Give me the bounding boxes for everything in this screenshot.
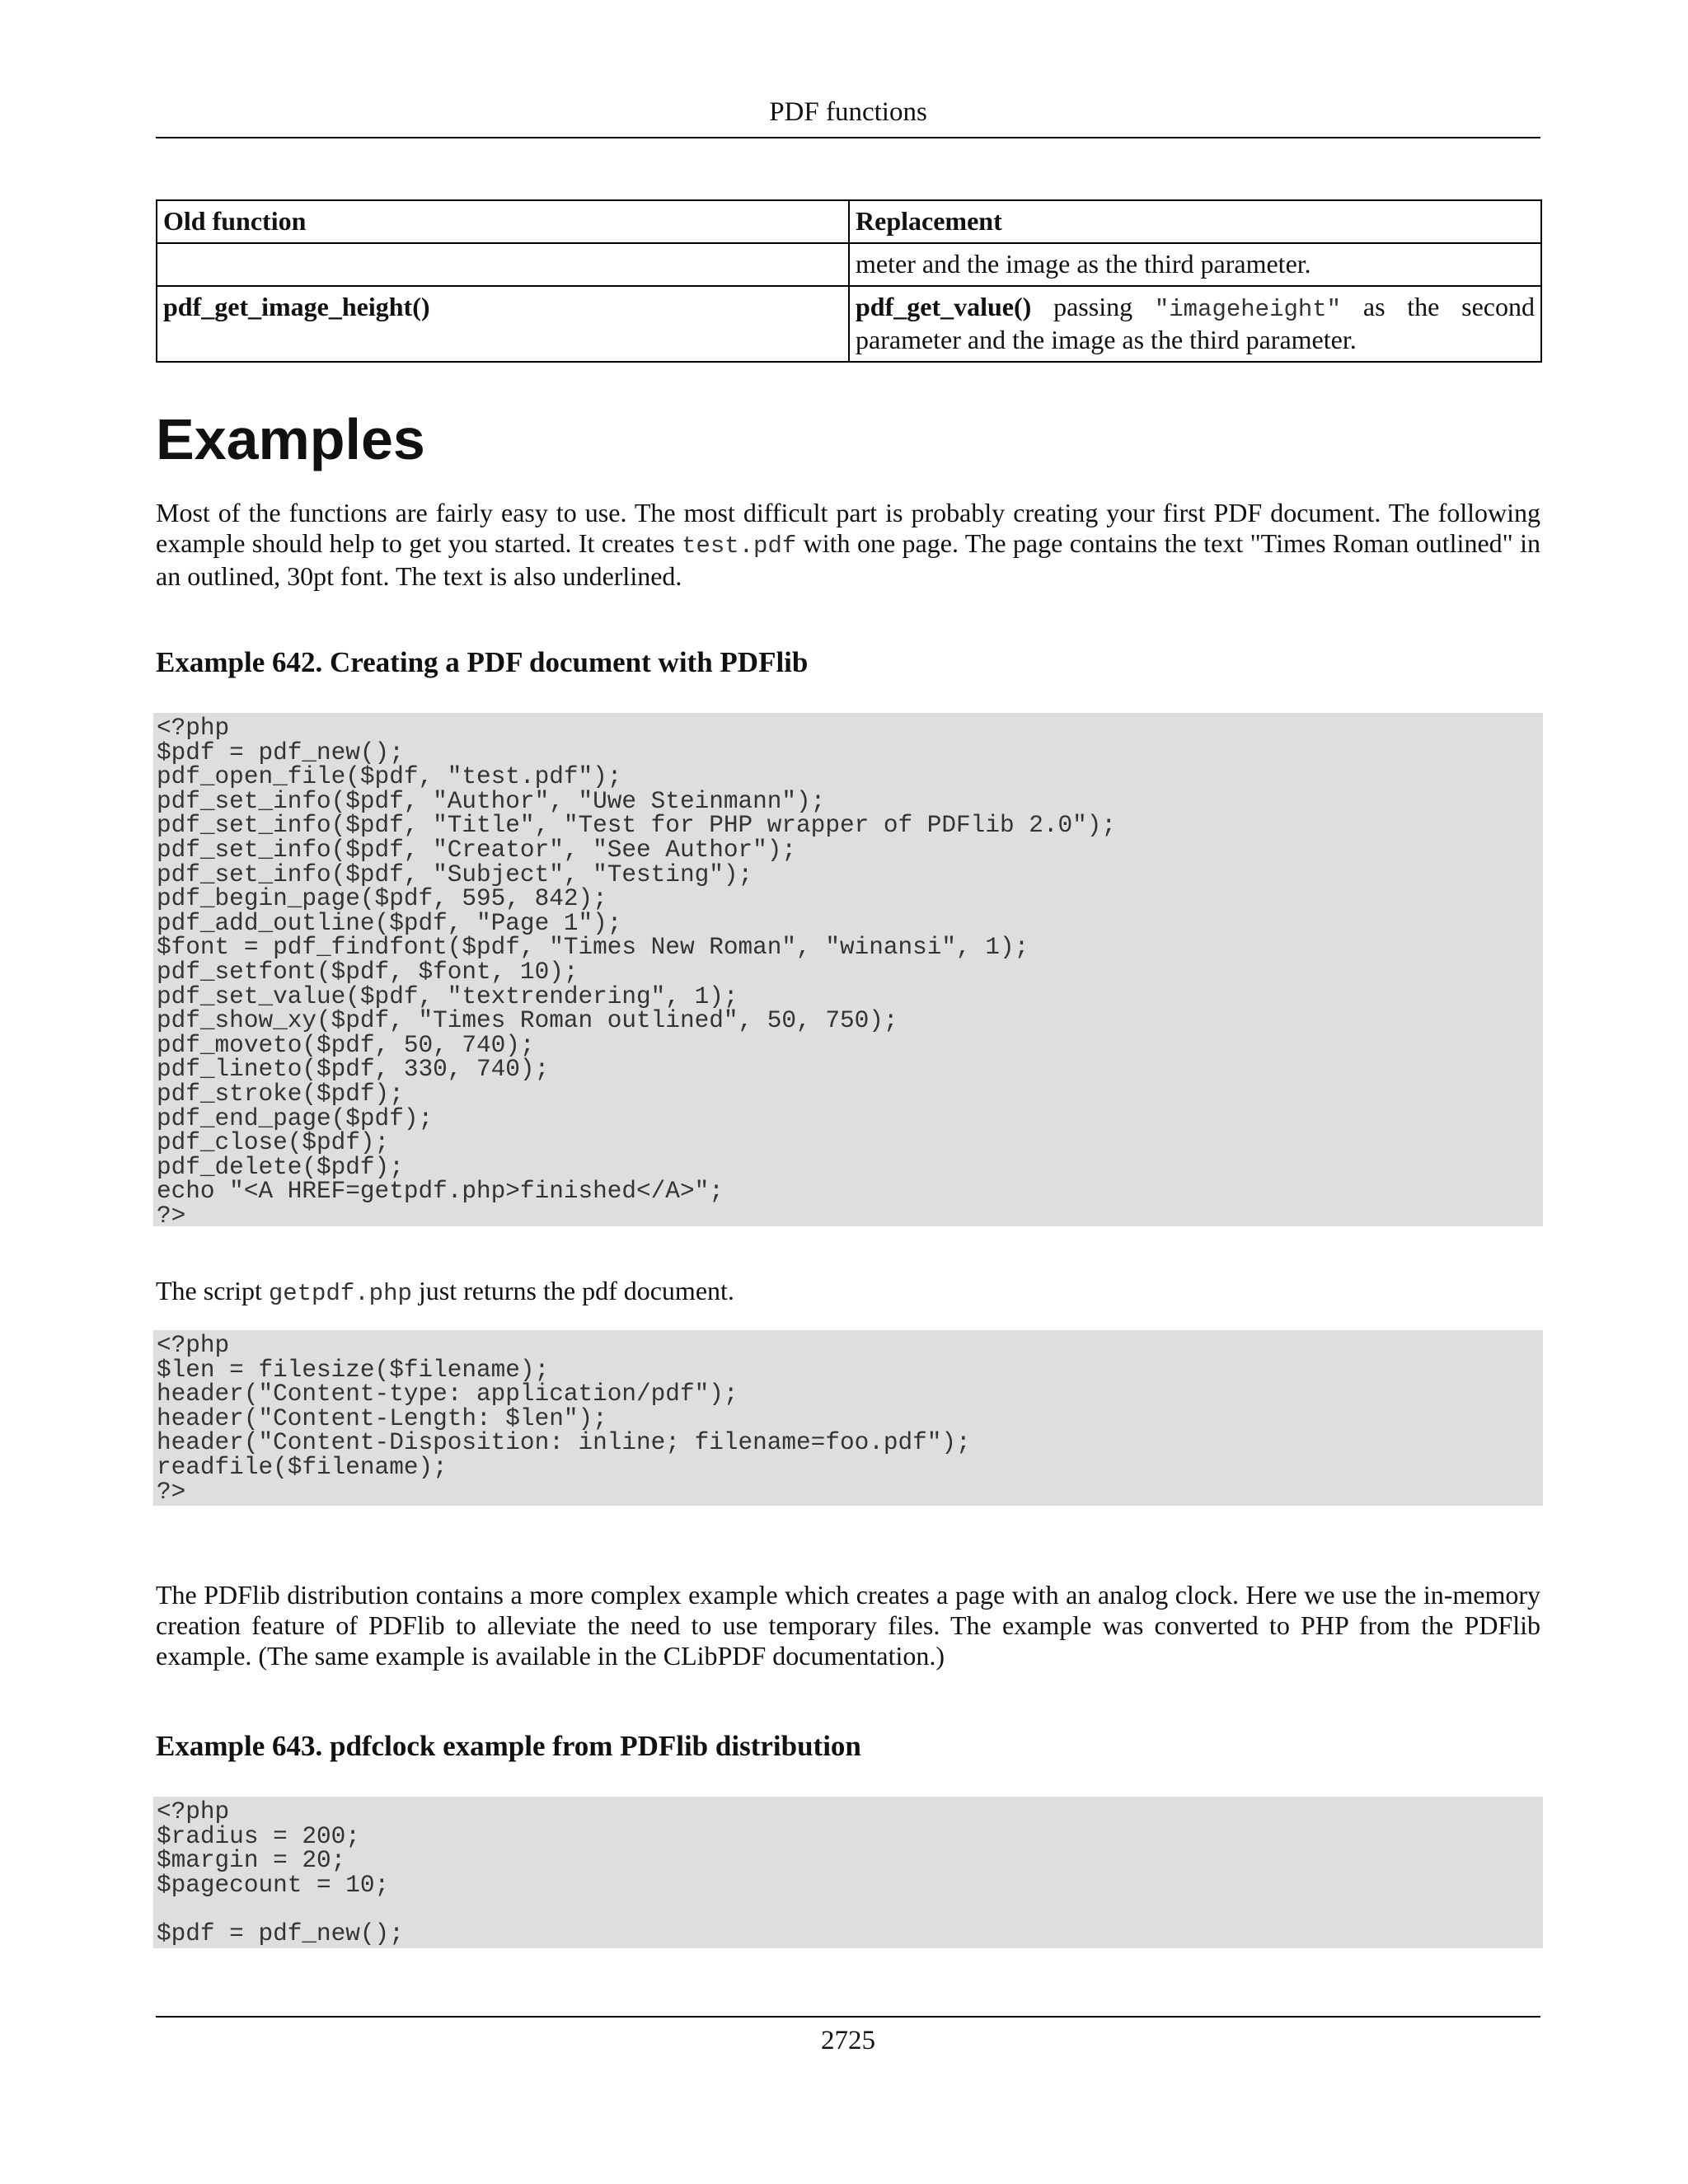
- code-line: ?>: [157, 1202, 186, 1230]
- code-line: echo "<A HREF=getpdf.php>finished</A>";: [157, 1178, 724, 1206]
- column-header-replacement: Replacement: [849, 200, 1541, 243]
- code-line: header("Content-type: application/pdf");: [157, 1380, 738, 1408]
- paragraph-text: just returns the pdf document.: [411, 1276, 734, 1305]
- table-cell-old: pdf_get_image_height(): [157, 286, 849, 362]
- code-line: pdf_add_outline($pdf, "Page 1");: [157, 909, 622, 937]
- paragraph-text: The script: [156, 1276, 269, 1305]
- cell-text: passing: [1031, 292, 1155, 321]
- getpdf-paragraph: [156, 1276, 1540, 1309]
- example-642-title: Example 642. Creating a PDF document with PDFlib: [156, 646, 809, 678]
- code-line: header("Content-Length: $len");: [157, 1404, 607, 1432]
- code-block-getpdf: [153, 1330, 1543, 1506]
- table-header-row: [157, 200, 1541, 243]
- code-line: pdf_moveto($pdf, 50, 740);: [157, 1031, 535, 1059]
- column-header-old-function: Old function: [157, 200, 849, 243]
- table-row: [157, 243, 1541, 286]
- running-header: PDF functions: [769, 97, 927, 127]
- examples-intro-paragraph: [156, 498, 1540, 592]
- code-line: $len = filesize($filename);: [157, 1356, 550, 1384]
- code-line: [157, 1897, 1543, 1922]
- paragraph-text: with one page. The page contains the text "Times Roman outlined" in an outlined, 30pt font. The text is also underlined.: [156, 528, 1541, 591]
- cell-text: as the second parameter and the image as the third parameter.: [856, 292, 1535, 354]
- code-line: pdf_set_info($pdf, "Subject", "Testing");: [157, 860, 753, 888]
- code-line: pdf_show_xy($pdf, "Times Roman outlined", 50, 750);: [157, 1007, 898, 1035]
- code-line: $radius = 200;: [157, 1822, 360, 1850]
- inline-code: "imageheight": [1154, 296, 1342, 323]
- inline-code: getpdf.php: [268, 1280, 412, 1307]
- function-name: pdf_get_value(): [856, 292, 1032, 321]
- code-line: ?>: [157, 1478, 186, 1506]
- code-line: pdf_lineto($pdf, 330, 740);: [157, 1056, 550, 1084]
- code-line: pdf_open_file($pdf, "test.pdf");: [157, 763, 622, 791]
- code-line: pdf_set_info($pdf, "Title", "Test for PHP wrapper of PDFlib 2.0");: [157, 812, 1117, 840]
- code-line: pdf_set_value($pdf, "textrendering", 1);: [157, 982, 738, 1010]
- section-heading-examples: Examples: [156, 407, 425, 471]
- code-line: $margin = 20;: [157, 1847, 346, 1875]
- code-line: pdf_stroke($pdf);: [157, 1080, 404, 1108]
- example-643-title: Example 643. pdfclock example from PDFlib distribution: [156, 1730, 861, 1762]
- code-line: pdf_delete($pdf);: [157, 1153, 404, 1181]
- code-line: $pdf = pdf_new();: [157, 1919, 404, 1947]
- code-block-example-642: [153, 713, 1543, 1230]
- code-line: $pdf = pdf_new();: [157, 738, 404, 766]
- code-line: readfile($filename);: [157, 1453, 448, 1481]
- code-line: header("Content-Disposition: inline; filename=foo.pdf");: [157, 1429, 971, 1457]
- code-line: <?php: [157, 1798, 230, 1825]
- code-line: $font = pdf_findfont($pdf, "Times New Roman", "winansi", 1);: [157, 934, 1029, 962]
- code-block-example-643: [153, 1797, 1543, 1948]
- footer-rule: [156, 2016, 1540, 2018]
- inline-code: test.pdf: [682, 532, 797, 560]
- code-line: <?php: [157, 715, 230, 742]
- code-line: pdf_setfont($pdf, $font, 10);: [157, 958, 579, 986]
- code-line: <?php: [157, 1332, 230, 1359]
- code-line: $pagecount = 10;: [157, 1871, 390, 1899]
- function-replacement-table: [156, 199, 1542, 363]
- paragraph-text: Most of the functions are fairly easy to use. The most difficult part is probably creating your first PDF document. The following example should help to get you started. It creates: [156, 498, 1540, 558]
- table-cell-replacement: [849, 286, 1541, 362]
- page-number: 2725: [821, 2026, 875, 2055]
- header-rule: [156, 137, 1540, 138]
- table-cell-replacement: meter and the image as the third parameter.: [849, 243, 1541, 286]
- code-line: pdf_close($pdf);: [157, 1129, 390, 1157]
- code-line: pdf_set_info($pdf, "Author", "Uwe Steinmann");: [157, 787, 826, 815]
- table-row: [157, 286, 1541, 362]
- table-cell-old: [157, 243, 849, 286]
- code-line: pdf_set_info($pdf, "Creator", "See Author");: [157, 836, 797, 864]
- clock-intro-paragraph: The PDFlib distribution contains a more complex example which creates a page with an analog clock. Here we use the in-memory creation feature of PDFlib to alleviate the need to use temporary files. The example was converted to PHP from the PDFlib example. (The same example is available in the CLibPDF documentation.): [156, 1580, 1540, 1671]
- code-line: pdf_end_page($pdf);: [157, 1104, 434, 1132]
- code-line: pdf_begin_page($pdf, 595, 842);: [157, 885, 607, 913]
